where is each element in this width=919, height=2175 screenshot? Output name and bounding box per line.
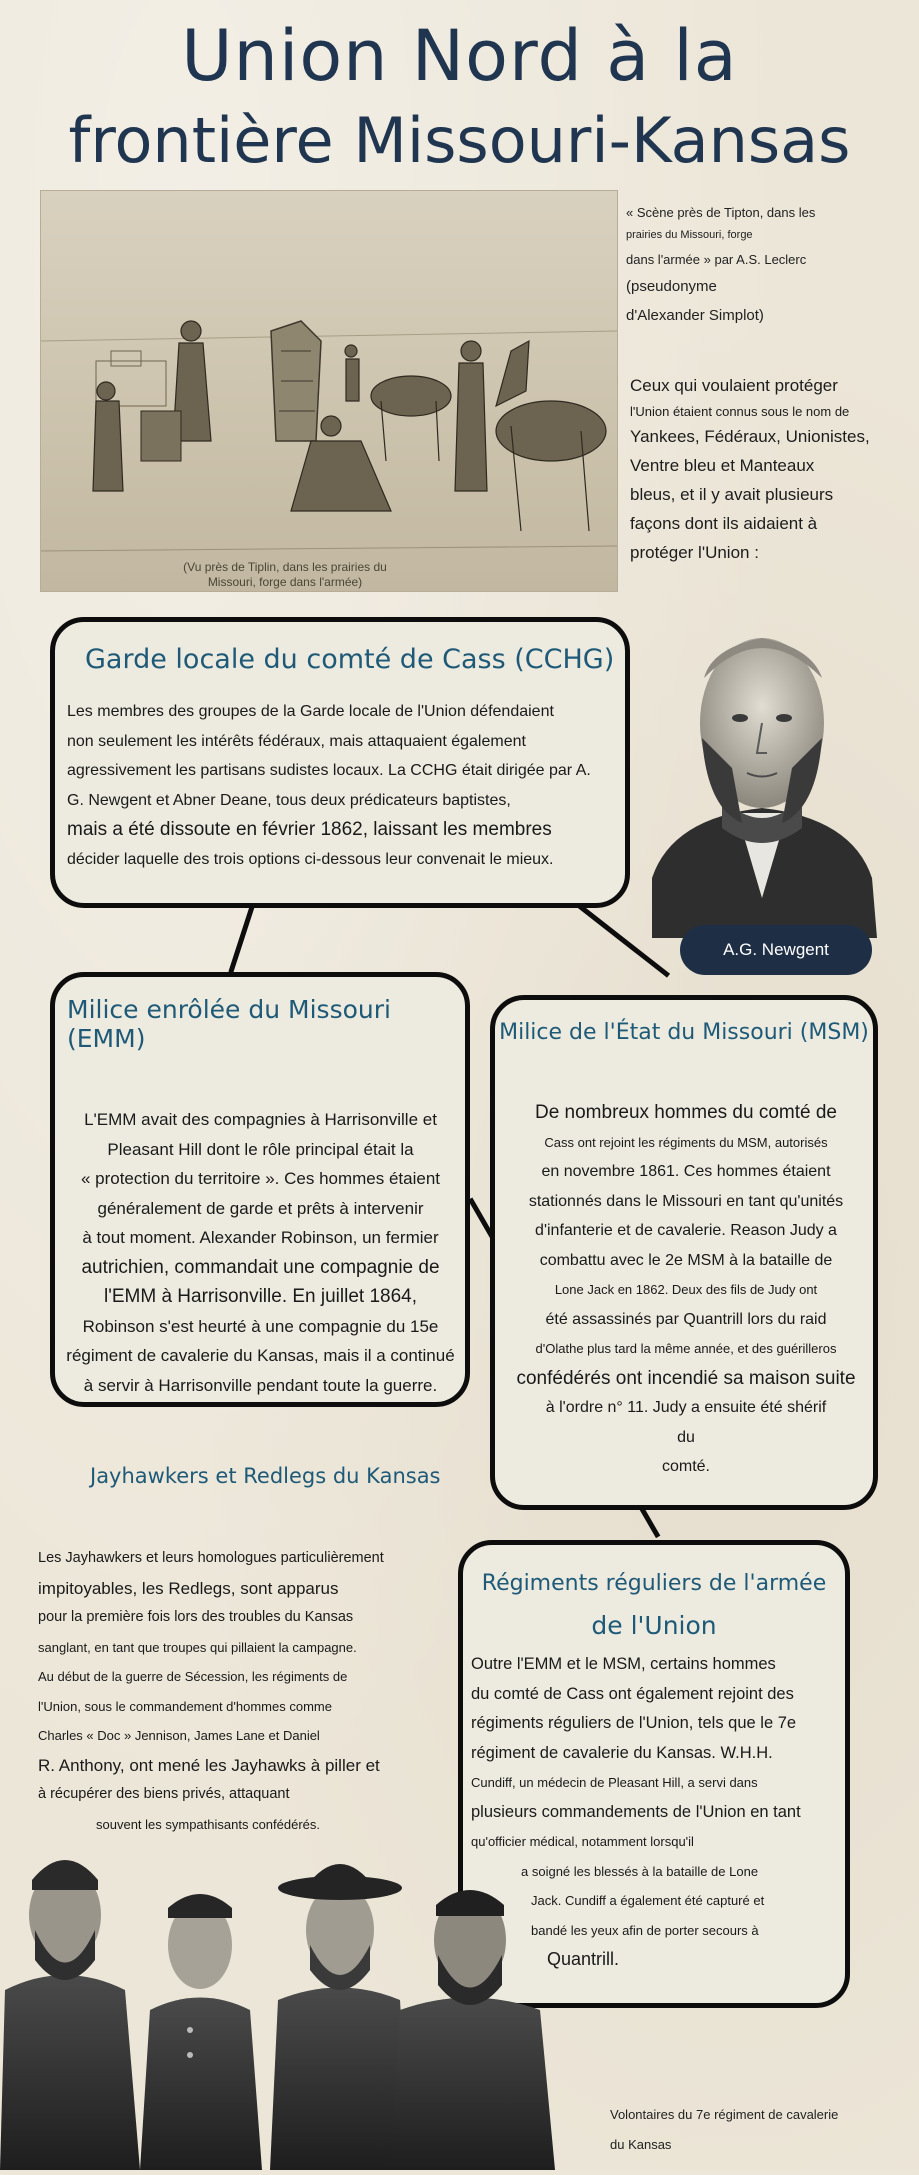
photo-caption: Volontaires du 7e régiment de cavalerie du Kansas xyxy=(610,2107,839,2152)
intro-paragraph: Ceux qui voulaient protéger l'Union étaient connus sous le nom de Yankees, Fédéraux, Unionistes, Ventre bleu et Manteaux bleus, et il y avait plusieurs façons dont ils aidaient à protéger l'Union : xyxy=(630,376,870,562)
msm-box xyxy=(490,995,878,1510)
tipton-sketch-image xyxy=(40,190,618,592)
msm-title: Milice de l'État du Missouri (MSM) xyxy=(499,1020,869,1045)
cchg-box xyxy=(50,617,630,908)
msm-text: De nombreux hommes du comté de Cass ont rejoint les régiments du MSM, autorisés en novembre 1861. Ces hommes étaient stationnés dans le Missouri en tant qu'unités d'infanterie et de cavalerie. Reason Judy a combattu avec le 2e MSM à la bataille de Lone Jack en 1862. Deux des fils de Judy ont été assassinés par Quantrill lors du raid d'Olathe plus tard la même année, et des guérilleros confédérés ont incendié sa maison suite à l'ordre n° 11. Judy a ensuite été shérif du comté. xyxy=(516,1102,856,1475)
newgent-portrait xyxy=(612,598,912,938)
cchg-title: Garde locale du comté de Cass (CCHG) xyxy=(85,644,615,675)
sketch-side-caption: « Scène près de Tipton, dans les prairies du Missouri, forge dans l'armée » par A.S. Leclerc (pseudonyme d'Alexander Simplot) xyxy=(626,205,816,325)
emm-text: L'EMM avait des compagnies à Harrisonville et Pleasant Hill dont le rôle principal était la « protection du territoire ». Ces hommes étaient généralement de garde et prêts à intervenir à tout moment. Alexander Robinson, un fermier autrichien, commandait une compagnie de l'EMM à Harrisonville. En juillet 1864, Robinson s'est heurté à une compagnie du 15e régiment de cavalerie du Kansas, mais il a continué à servir à Harrisonville pendant toute la guerre. xyxy=(66,1110,455,1395)
regular-army-title: Régiments réguliers de l'armée de l'Union xyxy=(481,1571,827,1640)
cavalry-volunteers-photo xyxy=(0,1820,620,2170)
jayhawkers-title: Jayhawkers et Redlegs du Kansas xyxy=(90,1464,441,1488)
cchg-text: Les membres des groupes de la Garde locale de l'Union défendaient non seulement les intérêts fédéraux, mais attaquaient également agressivement les partisans sudistes locaux. La CCHG était dirigée par A. G. Newgent et Abner Deane, tous deux prédicateurs baptistes, mais a été dissoute en février 1862, laissant les membres décider laquelle des trois options ci-dessous leur convenait le mieux. xyxy=(67,703,591,868)
page-title-line1: Union Nord à la xyxy=(181,15,738,97)
sketch-caption: (Vu près de Tiplin, dans les prairies du Missouri, forge dans l'armée) xyxy=(183,560,387,589)
regular-army-text: Outre l'EMM et le MSM, certains hommes du comté de Cass ont également rejoint des régiments réguliers de l'Union, tels que le 7e régiment de cavalerie du Kansas. W.H.H. Cundiff, un médecin de Pleasant Hill, a servi dans plusieurs commandements de l'Union en tant qu'officier médical, notamment lorsqu'il a soigné les blessés à la bataille de Lone Jack. Cundiff a également été capturé et bandé les yeux afin de porter secours à Quantrill. xyxy=(471,1655,801,1969)
emm-box xyxy=(50,972,470,1407)
jayhawkers-text: Les Jayhawkers et leurs homologues particulièrement impitoyables, les Redlegs, sont apparus pour la première fois lors des troubles du Kansas sanglant, en tant que troupes qui pillaient la campagne. Au début de la guerre de Sécession, les régiments de l'Union, sous le commandement d'hommes comme Charles « Doc » Jennison, James Lane et Daniel R. Anthony, ont mené les Jayhawks à piller et à récupérer des biens privés, attaquant souvent les sympathisants confédérés. xyxy=(38,1550,384,1832)
emm-title: Milice enrôlée du Missouri (EMM) xyxy=(67,995,391,1053)
page-title-line2: frontière Missouri-Kansas xyxy=(68,104,851,177)
portrait-name-badge: A.G. Newgent xyxy=(680,925,872,975)
